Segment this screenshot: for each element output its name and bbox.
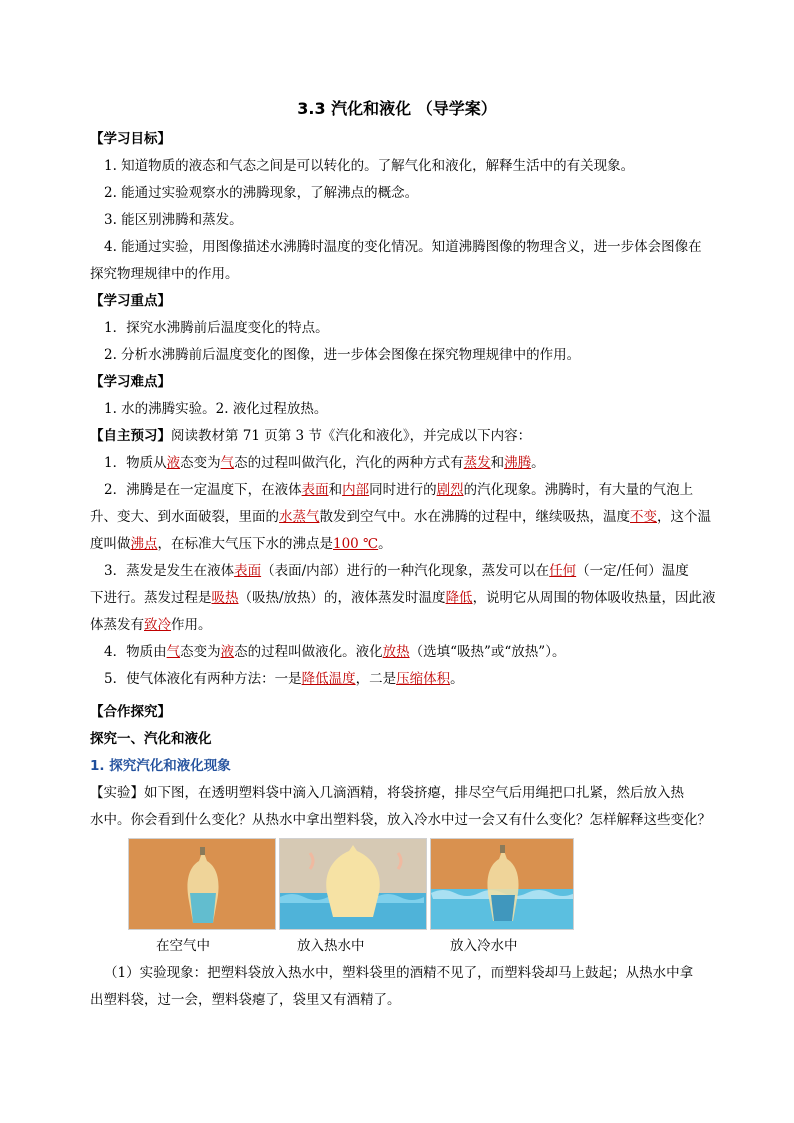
- answer-blank: 致冷: [144, 617, 171, 633]
- image-bag-in-hot-water: [279, 838, 427, 930]
- preview-intro: 阅读教材第 71 页第 3 节《汽化和液化》，并完成以下内容：: [171, 428, 532, 444]
- answer-blank: 放热: [382, 644, 410, 660]
- preview-q1: 1．物质从液态变为气态的过程叫做汽化，汽化的两种方式有蒸发和沸腾。: [104, 455, 545, 471]
- difficulty-text: 1. 水的沸腾实验。2. 液化过程放热。: [104, 401, 328, 417]
- answer-blank: 降低温度: [301, 671, 356, 687]
- caption-hot-water: 放入热水中: [297, 938, 365, 954]
- answer-blank: 吸热: [211, 590, 239, 606]
- image-bag-in-air: [128, 838, 276, 930]
- answer-blank: 不变: [630, 509, 657, 525]
- goal-item-4: 4. 能通过实验，用图像描述水沸腾时温度的变化情况。知道沸腾图像的物理含义，进一步体会图像在: [104, 239, 702, 255]
- image-bag-in-cold-water: [430, 838, 574, 930]
- preview-q3-line3: 体蒸发有致冷作用。: [90, 617, 212, 633]
- preview-intro-line: [90, 423, 730, 450]
- answer-blank: 液: [166, 455, 181, 471]
- explore-subheading: 探究一、汽化和液化: [90, 731, 212, 747]
- experiment-text-1: 【实验】如下图，在透明塑料袋中滴入几滴酒精，将袋挤瘪，排尽空气后用绳把口扎紧，然后放入热: [90, 785, 684, 801]
- answer-blank: 表面: [234, 563, 262, 579]
- explore-header: 【合作探究】: [90, 704, 171, 720]
- answer-blank: 沸点: [130, 536, 158, 552]
- page-title: 3.3 汽化和液化 （导学案）: [297, 99, 497, 118]
- explore-section-title: 1. 探究汽化和液化现象: [90, 758, 231, 774]
- answer-blank: 沸腾: [504, 455, 532, 471]
- caption-air: 在空气中: [156, 938, 210, 954]
- answer-blank: 剧烈: [436, 482, 464, 498]
- preview-q3-line1: 3．蒸发是发生在液体表面（表面/内部）进行的一种汽化现象，蒸发可以在任何（一定/任何）温度: [104, 563, 689, 579]
- answer-blank: 液: [220, 644, 235, 660]
- answer-blank: 任何: [549, 563, 577, 579]
- answer-blank: 内部: [342, 482, 370, 498]
- preview-header: 【自主预习】: [90, 428, 171, 444]
- preview-q2-line2: 升、变大、到水面破裂，里面的水蒸气散发到空气中。水在沸腾的过程中，继续吸热，温度不变，这个温: [90, 509, 711, 525]
- preview-q2-line1: 2．沸腾是在一定温度下，在液体表面和内部同时进行的剧烈的汽化现象。沸腾时，有大量的气泡上: [104, 482, 694, 498]
- goal-item-3: 3. 能区别沸腾和蒸发。: [104, 212, 243, 228]
- answer-blank: 蒸发: [463, 455, 491, 471]
- key-item-1: 1．探究水沸腾前后温度变化的特点。: [104, 320, 329, 336]
- goals-header: 【学习目标】: [90, 131, 171, 147]
- answer-blank: 气: [220, 455, 235, 471]
- goal-item-1: 1. 知道物质的液态和气态之间是可以转化的。了解气化和液化，解释生活中的有关现象。: [104, 158, 635, 174]
- answer-blank: 表面: [301, 482, 329, 498]
- preview-q2-line3: 度叫做沸点，在标准大气压下水的沸点是100 ℃。: [90, 536, 392, 552]
- preview-q4: 4．物质由气态变为液态的过程叫做液化。液化放热（选填“吸热”或“放热”）。: [104, 644, 566, 660]
- preview-q3-line2: 下进行。蒸发过程是吸热（吸热/放热）的，液体蒸发时温度降低，说明它从周围的物体吸收热量，因此液: [90, 590, 716, 606]
- answer-blank: 100 ℃: [333, 536, 379, 552]
- answer-blank: 水蒸气: [279, 509, 320, 525]
- answer-blank: 降低: [445, 590, 473, 606]
- difficulty-header: 【学习难点】: [90, 374, 171, 390]
- key-header: 【学习重点】: [90, 293, 171, 309]
- goal-item-4-cont: 探究物理规律中的作用。: [90, 266, 239, 282]
- observation-text-1: （1）实验现象：把塑料袋放入热水中，塑料袋里的酒精不见了，而塑料袋却马上鼓起；从热水中拿: [104, 965, 694, 981]
- key-item-2: 2. 分析水沸腾前后温度变化的图像，进一步体会图像在探究物理规律中的作用。: [104, 347, 581, 363]
- observation-text-2: 出塑料袋，过一会，塑料袋瘪了，袋里又有酒精了。: [90, 992, 401, 1008]
- answer-blank: 气: [166, 644, 181, 660]
- answer-blank: 压缩体积: [396, 671, 451, 687]
- experiment-text-2: 水中。你会看到什么变化？从热水中拿出塑料袋，放入冷水中过一会又有什么变化？怎样解释这些变化？: [90, 812, 711, 828]
- goal-item-2: 2. 能通过实验观察水的沸腾现象，了解沸点的概念。: [104, 185, 419, 201]
- caption-cold-water: 放入冷水中: [450, 938, 518, 954]
- preview-q5: 5．使气体液化有两种方法：一是降低温度，二是压缩体积。: [104, 671, 464, 687]
